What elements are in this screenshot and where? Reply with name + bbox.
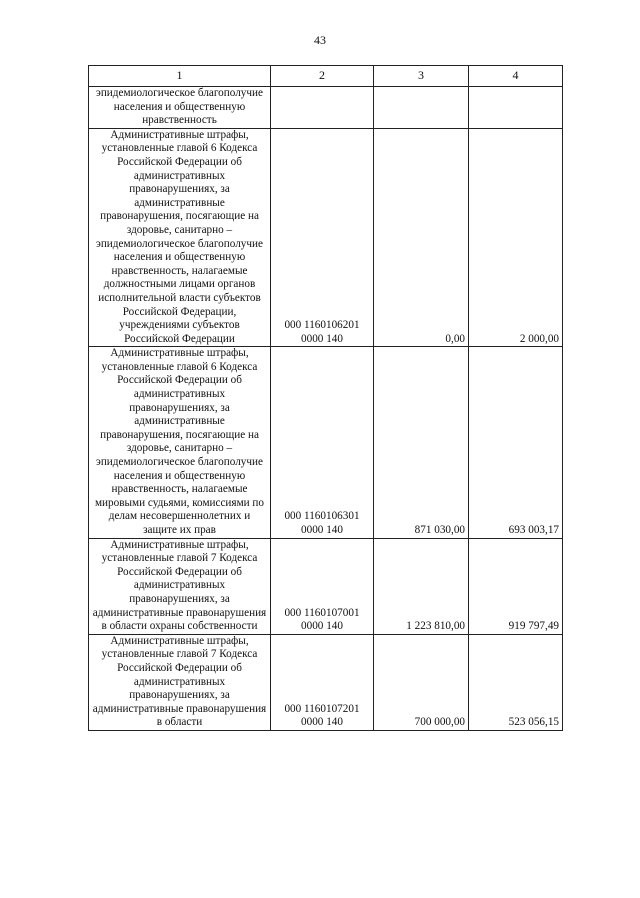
row-description: Административные штрафы, установленные главой 7 Кодекса Российской Федерации об административных правонарушениях, за административные правонарушения в области охраны собственности: [89, 538, 271, 634]
row-code: [271, 538, 374, 634]
row-amount-col3: 700 000,00: [374, 634, 469, 730]
budget-revenue-table: [88, 65, 563, 731]
row-code-part1: 000 1160106201: [284, 319, 360, 332]
table-row: [89, 87, 563, 129]
table-row: [89, 634, 563, 730]
row-code: [271, 347, 374, 538]
row-code-part1: 000 1160107201: [284, 702, 360, 715]
row-description: Административные штрафы, установленные главой 7 Кодекса Российской Федерации об административных правонарушениях, за административные правонарушения в области: [89, 634, 271, 730]
row-amount-col3: 1 223 810,00: [374, 538, 469, 634]
row-code: [271, 128, 374, 347]
row-amount-col3: 0,00: [374, 128, 469, 347]
table-row: [89, 538, 563, 634]
column-header-3: 3: [374, 66, 469, 87]
column-header-1: 1: [89, 66, 271, 87]
row-amount-col4: 919 797,49: [469, 538, 563, 634]
row-amount-col3: 871 030,00: [374, 347, 469, 538]
row-description: Административные штрафы, установленные главой 6 Кодекса Российской Федерации об административных правонарушениях, за административные правонарушения, посягающие на здоровье, санитарно – эпидемиологическое благополучие населения и общественную нравственность, налагаемые мировыми судьями, комиссиями по делам несовершеннолетних и защите их прав: [89, 347, 271, 538]
row-description: эпидемиологическое благополучие населения и общественную нравственность: [89, 87, 271, 129]
row-amount-col4: 523 056,15: [469, 634, 563, 730]
row-code-part2: 0000 140: [301, 716, 343, 729]
row-amount-col4: 2 000,00: [469, 128, 563, 347]
row-amount-col4: [469, 87, 563, 129]
page-number: 43: [314, 33, 326, 47]
row-amount-col4: 693 003,17: [469, 347, 563, 538]
column-header-4: 4: [469, 66, 563, 87]
row-code-part2: 0000 140: [301, 332, 343, 345]
row-code: [271, 634, 374, 730]
row-code-part1: 000 1160107001: [284, 606, 360, 619]
table-row: [89, 347, 563, 538]
row-code-part1: 000 1160106301: [284, 510, 360, 523]
row-code: [271, 87, 374, 129]
table-header-row: [89, 66, 563, 87]
row-description: Административные штрафы, установленные главой 6 Кодекса Российской Федерации об административных правонарушениях, за административные правонарушения, посягающие на здоровье, санитарно – эпидемиологическое благополучие населения и общественную нравственность, налагаемые должностными лицами органов исполнительной власти субъектов Российской Федерации, учреждениями субъектов Российской Федерации: [89, 128, 271, 347]
column-header-2: 2: [271, 66, 374, 87]
table-row: [89, 128, 563, 347]
row-code-part2: 0000 140: [301, 524, 343, 536]
row-amount-col3: [374, 87, 469, 129]
row-code-part2: 0000 140: [301, 620, 343, 633]
